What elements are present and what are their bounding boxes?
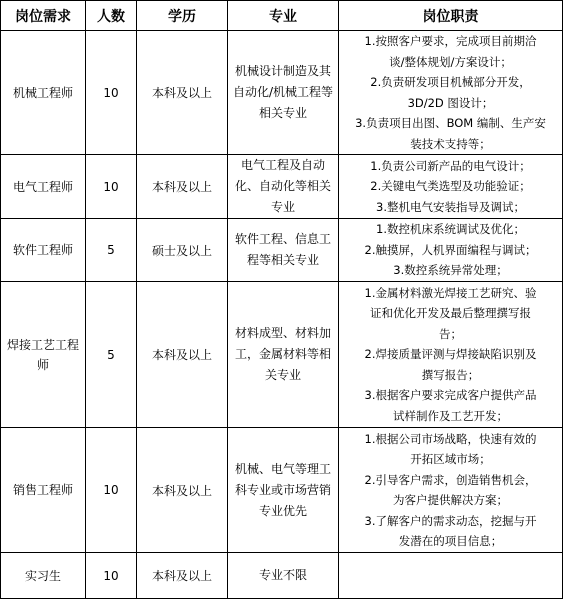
duties-cell	[339, 553, 563, 599]
position-cell: 销售工程师	[1, 428, 86, 553]
duties-cell	[339, 31, 563, 155]
duties-cell	[339, 155, 563, 219]
duty-line: 1.按照客户要求，完成项目前期洽	[364, 34, 537, 48]
count-cell: 10	[86, 428, 137, 553]
duties-cell	[339, 428, 563, 553]
duty-line: 3.整机电气安装指导及调试；	[376, 199, 525, 214]
education-cell: 本科及以上	[137, 553, 228, 599]
position-cell: 电气工程师	[1, 155, 86, 219]
position-cell: 实习生	[1, 553, 86, 599]
table-row	[1, 31, 563, 155]
position-cell: 焊接工艺工程师	[1, 282, 86, 428]
duty-line: 2.引导客户需求，创造销售机会，	[364, 472, 537, 487]
duty-line: 3.根据客户要求完成客户提供产品	[364, 388, 537, 403]
major-cell: 专业不限	[228, 553, 339, 599]
education-cell: 本科及以上	[137, 31, 228, 155]
count-cell: 10	[86, 155, 137, 219]
duty-line: 开拓区域市场；	[410, 452, 491, 466]
duty-line: 3.了解客户的需求动态，挖掘与开	[364, 513, 537, 528]
position-cell: 软件工程师	[1, 219, 86, 282]
duty-line: 3D/2D 图设计；	[407, 95, 494, 110]
duties-cell	[339, 219, 563, 282]
duty-line: 2.关键电气类选型及功能验证；	[370, 179, 531, 194]
education-cell: 硕士及以上	[137, 219, 228, 282]
major-cell: 机械设计制造及其自动化/机械工程等相关专业	[228, 31, 339, 155]
duty-line: 1.金属材料激光焊接工艺研究、验	[364, 285, 537, 300]
duty-line: 2.负责研发项目机械部分开发，	[370, 75, 531, 89]
table-row	[1, 553, 563, 599]
count-cell: 5	[86, 282, 137, 428]
duty-line: 3.负责项目出图、BOM 编制、生产安	[355, 116, 546, 130]
duty-line: 3.数控系统异常处理；	[393, 263, 508, 278]
table-row	[1, 155, 563, 219]
duty-line: 1.数控机床系统调试及优化；	[376, 222, 525, 237]
duty-line: 谈/整体规划/方案设计；	[389, 54, 512, 69]
major-cell: 机械、电气等理工科专业或市场营销专业优先	[228, 428, 339, 553]
header-count: 人数	[86, 1, 137, 31]
table-row	[1, 282, 563, 428]
count-cell: 10	[86, 31, 137, 155]
duty-line: 撰写报告；	[421, 367, 480, 382]
duty-line: 试样制作及工艺开发；	[393, 408, 508, 423]
education-cell: 本科及以上	[137, 282, 228, 428]
duty-line: 告；	[439, 326, 462, 341]
duty-line: 2.焊接质量评测与焊接缺陷识别及	[364, 347, 537, 362]
duties-cell	[339, 282, 563, 428]
duty-line: 装技术支持等；	[410, 136, 491, 151]
major-cell: 材料成型、材料加工，金属材料等相关专业	[228, 282, 339, 428]
table-row	[1, 219, 563, 282]
education-cell: 本科及以上	[137, 428, 228, 553]
table-row	[1, 428, 563, 553]
duty-line: 1.根据公司市场战略，快速有效的	[364, 431, 537, 446]
duty-line: 证和优化开发及最后整理撰写报	[370, 306, 531, 321]
duty-line: 1.负责公司新产品的电气设计；	[370, 158, 531, 173]
position-cell: 机械工程师	[1, 31, 86, 155]
count-cell: 5	[86, 219, 137, 282]
header-row	[1, 1, 563, 31]
major-cell: 电气工程及自动化、自动化等相关专业	[228, 155, 339, 219]
header-major: 专业	[228, 1, 339, 31]
header-education: 学历	[137, 1, 228, 31]
duty-line: 为客户提供解决方案；	[393, 493, 508, 507]
header-position: 岗位需求	[1, 1, 86, 31]
duty-line: 2.触摸屏，人机界面编程与调试；	[364, 242, 537, 257]
count-cell: 10	[86, 553, 137, 599]
education-cell: 本科及以上	[137, 155, 228, 219]
major-cell: 软件工程、信息工程等相关专业	[228, 219, 339, 282]
duty-line: 发潜在的项目信息；	[398, 534, 503, 548]
header-duties: 岗位职责	[339, 1, 563, 31]
